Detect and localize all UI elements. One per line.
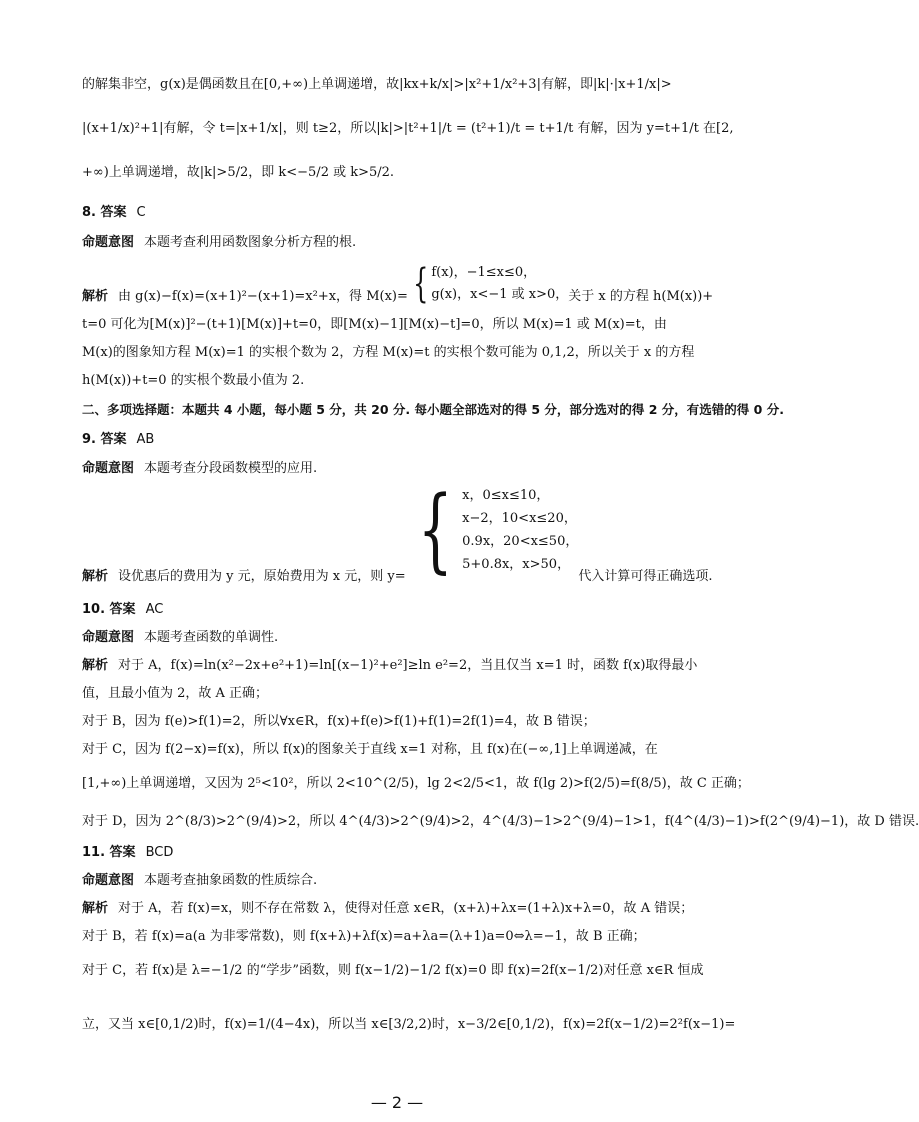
q9-analysis-row (82, 476, 724, 584)
q9-case-3: 0.9x，20<x≤50， (462, 534, 579, 549)
page-number: — 2 — (370, 1093, 424, 1112)
q8-analysis-a: 由 g(x)−f(x)=(x+1)²−(x+1)=x²+x，得 M(x)= (118, 288, 408, 304)
q8-analysis-row (82, 262, 724, 306)
intro-line-3: +∞)上单调递增，故|k|>5/2，即 k<−5/2 或 k>5/2. (82, 165, 395, 180)
q8-case-1: f(x)，−1≤x≤0， (431, 265, 537, 280)
q8-answer: C (136, 205, 146, 220)
q8-case-2: g(x)，x<−1 或 x>0， (431, 287, 569, 302)
q10-intent: 本题考查函数的单调性. (144, 630, 279, 645)
q8-intent: 本题考查利用函数图象分析方程的根. (144, 235, 357, 250)
q11-intent: 本题考查抽象函数的性质综合. (144, 873, 318, 888)
q11-answer-row (82, 846, 724, 859)
q9-case-2: x−2，10<x≤20， (462, 511, 577, 526)
q9-case-1: x，0≤x≤10， (462, 488, 550, 503)
q11-intent-row (82, 874, 724, 887)
q9-analysis-label: 解析 (82, 568, 109, 584)
q9-analysis-b: 代入计算可得正确选项. (578, 568, 713, 584)
q9-case-4: 5+0.8x，x>50， (462, 557, 571, 572)
q11-analysis-row (82, 902, 724, 915)
q9-analysis-a: 设优惠后的费用为 y 元，原始费用为 x 元，则 y= (118, 568, 406, 584)
q11-line-3: 对于 C，若 f(x)是 λ=−1/2 的“学步”函数，则 f(x−1/2)−1/2 f(x)=0 即 f(x)=2f(x−1/2)对任意 x∈R 恒成 (82, 963, 704, 978)
q8-line-4: h(M(x))+t=0 的实根个数最小值为 2. (82, 373, 305, 388)
q9-brace: { (417, 476, 453, 583)
q10-intent-label: 命题意图 (82, 630, 135, 645)
section-2-heading: 二、多项选择题：本题共 4 小题，每小题 5 分，共 20 分. 每小题全部选对的得 5 分，部分选对的得 2 分，有选错的得 0 分. (82, 402, 784, 417)
q8-answer-row (82, 206, 724, 219)
q8-analysis-label: 解析 (82, 288, 109, 304)
intro-line-1: 的解集非空，g(x)是偶函数且在[0,+∞)上单调递增，故|kx+k/x|>|x²+1/x²+3|有解，即|k|·|x+1/x|> (82, 77, 672, 92)
q9-intent: 本题考查分段函数模型的应用. (144, 461, 318, 476)
q11-analysis-label: 解析 (82, 901, 109, 916)
q11-line-1: 对于 A，若 f(x)=x，则不存在常数 λ，使得对任意 x∈R，(x+λ)+λx=(1+λ)x+λ=0，故 A 错误； (118, 901, 694, 916)
q11-answer-label: 11. 答案 (82, 845, 136, 860)
q9-answer: AB (136, 432, 155, 447)
q8-line-2: t=0 可化为[M(x)]²−(t+1)[M(x)]+t=0，即[M(x)−1][M(x)−t]=0，所以 M(x)=1 或 M(x)=t，由 (82, 317, 667, 332)
q9-intent-label: 命题意图 (82, 461, 135, 476)
q9-answer-row (82, 433, 724, 446)
q9-intent-row (82, 462, 724, 475)
q11-answer: BCD (145, 845, 174, 860)
q10-line-2: 值，且最小值为 2，故 A 正确； (82, 686, 269, 701)
q10-answer-row (82, 603, 724, 616)
q9-answer-label: 9. 答案 (82, 432, 127, 447)
q8-cases (431, 262, 568, 306)
q8-line-3: M(x)的图象知方程 M(x)=1 的实根个数为 2，方程 M(x)=t 的实根个数可能为 0,1,2，所以关于 x 的方程 (82, 345, 695, 360)
q10-line-4: 对于 C，因为 f(2−x)=f(x)，所以 f(x)的图象关于直线 x=1 对称，且 f(x)在(−∞,1]上单调递减，在 (82, 742, 658, 757)
q11-line-4: 立，又当 x∈[0,1/2)时，f(x)=1/(4−4x)，所以当 x∈[3/2,2)时，x−3/2∈[0,1/2)，f(x)=2f(x−1/2)=2²f(x−1)= (82, 1017, 736, 1032)
q8-brace: { (412, 261, 429, 307)
q8-intent-label: 命题意图 (82, 235, 135, 250)
q10-line-6: 对于 D，因为 2^(8/3)>2^(9/4)>2，所以 4^(4/3)>2^(9/4)>2，4^(4/3)−1>2^(9/4)−1>1，f(4^(4/3)−1)>f(2^(9/4)−1)，故 D 错误. (82, 814, 919, 829)
q8-intent-row (82, 236, 724, 249)
q9-cases (462, 484, 578, 576)
intro-line-2: |(x+1/x)²+1|有解，令 t=|x+1/x|，则 t≥2，所以|k|>|t²+1|/t = (t²+1)/t = t+1/t 有解，因为 y=t+1/t 在[2, (82, 121, 734, 136)
q10-line-1: 对于 A，f(x)=ln(x²−2x+e²+1)=ln[(x−1)²+e²]≥ln e²=2，当且仅当 x=1 时，函数 f(x)取得最小 (118, 658, 698, 673)
q10-answer-label: 10. 答案 (82, 602, 136, 617)
q10-line-3: 对于 B，因为 f(e)>f(1)=2，所以∀x∈R，f(x)+f(e)>f(1)+f(1)=2f(1)=4，故 B 错误； (82, 714, 596, 729)
q10-answer: AC (145, 602, 164, 617)
q10-analysis-row (82, 659, 724, 672)
q10-analysis-label: 解析 (82, 658, 109, 673)
q10-line-5: [1,+∞)上单调递增，又因为 2⁵<10²，所以 2<10^(2/5)，lg 2<2/5<1，故 f(lg 2)>f(2/5)=f(8/5)，故 C 正确； (82, 776, 750, 791)
q8-analysis-b: 关于 x 的方程 h(M(x))+ (568, 288, 714, 304)
q10-intent-row (82, 631, 724, 644)
q11-intent-label: 命题意图 (82, 873, 135, 888)
q11-line-2: 对于 B，若 f(x)=a(a 为非零常数)，则 f(x+λ)+λf(x)=a+λa=(λ+1)a=0⇔λ=−1，故 B 正确； (82, 929, 646, 944)
q8-answer-label: 8. 答案 (82, 205, 127, 220)
